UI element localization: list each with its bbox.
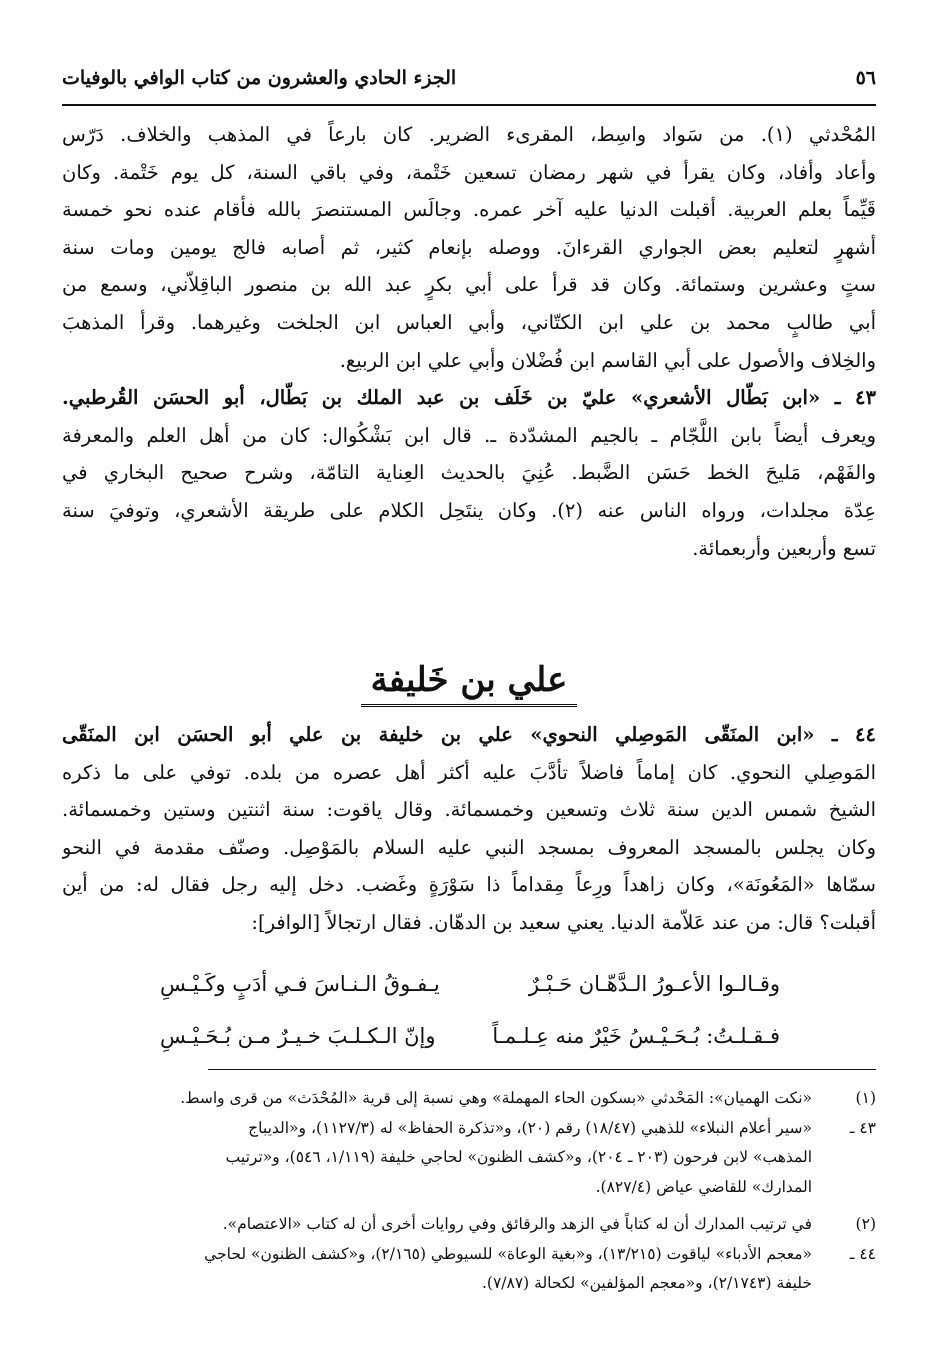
verse-second-hemistich: يـفـوقُ الـنـاسَ فـي أدَبٍ وكَـيْـسِ <box>160 972 440 996</box>
text-line: أقبلت؟ قال: من عند عَلاّمة الدنيا. يعني سعيد بن الدهّان. فقال ارتجالاً [الوافر]: <box>251 910 876 934</box>
footnote-number: ٤٣ ـ <box>849 1118 876 1137</box>
section-title <box>0 656 938 708</box>
verse-first-hemistich: وقـالـوا الأعـورُ الـدَّهّـان حَـبْـرٌ <box>528 972 780 996</box>
footnote-line: «معجم الأدباء» لياقوت (١٣/٢١٥)، و«بغية الوعاة» للسيوطي (٢/١٦٥)، و«كشف الظنون» لحاجي <box>204 1244 812 1263</box>
footnote-number: (٢) <box>855 1215 876 1233</box>
footnote <box>62 1210 876 1240</box>
header-rule <box>62 104 876 106</box>
footnote <box>62 1114 876 1203</box>
text-line: وكان يجلس بالمسجد المعروف بمسجد النبي عليه السلام بالمَوْصِل. وصنّف مقدمة في النحو <box>62 835 876 859</box>
footnote-number: ٤٤ ـ <box>849 1244 876 1263</box>
footnote-line: المذهب» لابن فرحون (٢٠٣ ـ ٢٠٤)، و«كشف الظنون» لحاجي خليفة (١/١١٩، ٥٤٦)، و«ترتيب <box>225 1148 812 1166</box>
text-line: ويعرف أيضاً بابن اللَّجّام ـ بالجيم المشدّدة ـ. قال ابن بَشْكُوال: كان من أهل العلم والمعرفة <box>62 423 876 447</box>
verse-first-hemistich: فـقـلـتُ: بُـحَـيْـسُ خَيْرٌ منه عِـلـمـاً <box>492 1024 780 1048</box>
running-title: الجزء الحادي والعشرون من كتاب الوافي بالوفيات <box>62 67 457 89</box>
footnote-line: «سير أعلام النبلاء» للذهبي (١٨/٤٧) رقم (٢٠)، و«تذكرة الحفاظ» له (١١٢٧/٣)، و«الديباج <box>248 1118 812 1137</box>
text-line: والخِلاف والأصول على أبي القاسم ابن فُضْلان وأبي علي ابن الربيع. <box>339 348 876 372</box>
text-line: الشيخ شمس الدين سنة ثلاث وتسعين وخمسمائة. وقال ياقوت: سنة اثنتين وستين وخمسمائة. <box>62 798 876 822</box>
footnote-line: خليفة (٢/١٧٤٣)، و«معجم المؤلفين» لكحالة (٧/٨٧). <box>481 1274 812 1292</box>
poem-verse <box>160 972 780 1012</box>
footnotes <box>62 1084 876 1299</box>
section-title-text: علي بن خَليفة <box>361 656 578 707</box>
text-line: عِدّة مجلدات، ورواه الناس عنه (٢). وكان ينتَحِل الكلام على طريقة الأشعري، وتوفيَ سنة <box>62 498 876 522</box>
poem-verse <box>160 1024 780 1064</box>
footnote <box>62 1084 876 1114</box>
entry-42-continuation <box>62 116 876 379</box>
text-line: سمّاها «المَعُونَة»، وكان زاهداً ورِعاً مِقداماً ذا سَوْرَةٍ وغَضب. دخل إليه رجل فقال له: من أين <box>62 873 876 897</box>
text-line: المَوصِلي النحوي. كان إماماً فاضلاً تأدَّبَ عليه أكثر أهل عصره من بلده. توفي على ما ذكره <box>62 760 876 784</box>
text-line: تسع وأربعين وأربعمائة. <box>692 536 876 560</box>
verse-second-hemistich: وإنّ الـكـلـبَ خـيـرٌ مـن بُـحَـيْـسِ <box>160 1024 436 1048</box>
entry-heading: ٤٣ ـ «ابن بَطّال الأشعري» عليّ بن خَلَف بن عبد الملك بن بَطّال، أبو الحسَن القُرطبي. <box>62 386 876 410</box>
entry-heading: ٤٤ ـ «ابن المنَقّى المَوصِلي النحوي» علي بن خليفة بن علي أبو الحسَن ابن المنَقّى <box>62 723 876 746</box>
footnote-number: (١) <box>855 1089 876 1107</box>
text-line: قَيِّماً بعلم العربية. أقبلت الدنيا عليه آخر عمره. وجالَس المستنصرَ بالله فأقام عنده نحو خمسة <box>62 198 876 222</box>
text-line: والفَهْم، مَليحَ الخط حَسَن الضَّبط. عُنِيَ بالحديث العِناية التامّة، وشرح صحيح البخاري في <box>62 461 876 485</box>
footnote-rule <box>208 1069 876 1070</box>
entry-43 <box>62 379 876 567</box>
text-line: أبي طالبٍ محمد بن علي ابن الكتّاني، وأبي العباس ابن الجلخت وغيرهما. وقرأ المذهبَ <box>62 310 876 334</box>
footnote <box>62 1240 876 1299</box>
text-line: ستٍ وعشرين وستمائة. وكان قد قرأ على أبي بكرٍ عبد الله بن منصور الباقِلاّني، وسمع من <box>62 273 876 297</box>
text-line: أشهرٍ لتعليم بعض الجواري القرءانَ. ووصله بإنعام كثير، ثم أصابه فالج يومين ومات سنة <box>62 235 876 259</box>
footnote-line: المدارك» للقاضي عياض (٨٢٧/٤). <box>595 1177 812 1196</box>
page-header <box>62 58 876 98</box>
main-text <box>62 116 876 567</box>
entry-44 <box>62 716 876 942</box>
footnote-line: «نكت الهميان»: المَحْدثي «بسكون الحاء المهملة» وهي نسبة إلى قرية «المُحْدَث» من قرى واسط. <box>180 1089 812 1107</box>
page-number: ٥٦ <box>855 67 876 89</box>
text-line: وأعاد وأفاد، وكان يقرأ في شهر رمضان تسعين خَتْمة، وفي باقي السنة، كل يوم خَتْمة. وكان <box>62 160 876 184</box>
text-line: المُحْدثي (١). من سَواد واسِط، المقرىء الضرير. كان بارعاً في المذهب والخلاف. دَرّس <box>62 123 876 146</box>
footnote-line: في ترتيب المدارك أن له كتاباً في الزهد والرقائق وفي روايات أخرى أن له كتاب «الاعتصام». <box>222 1215 812 1233</box>
